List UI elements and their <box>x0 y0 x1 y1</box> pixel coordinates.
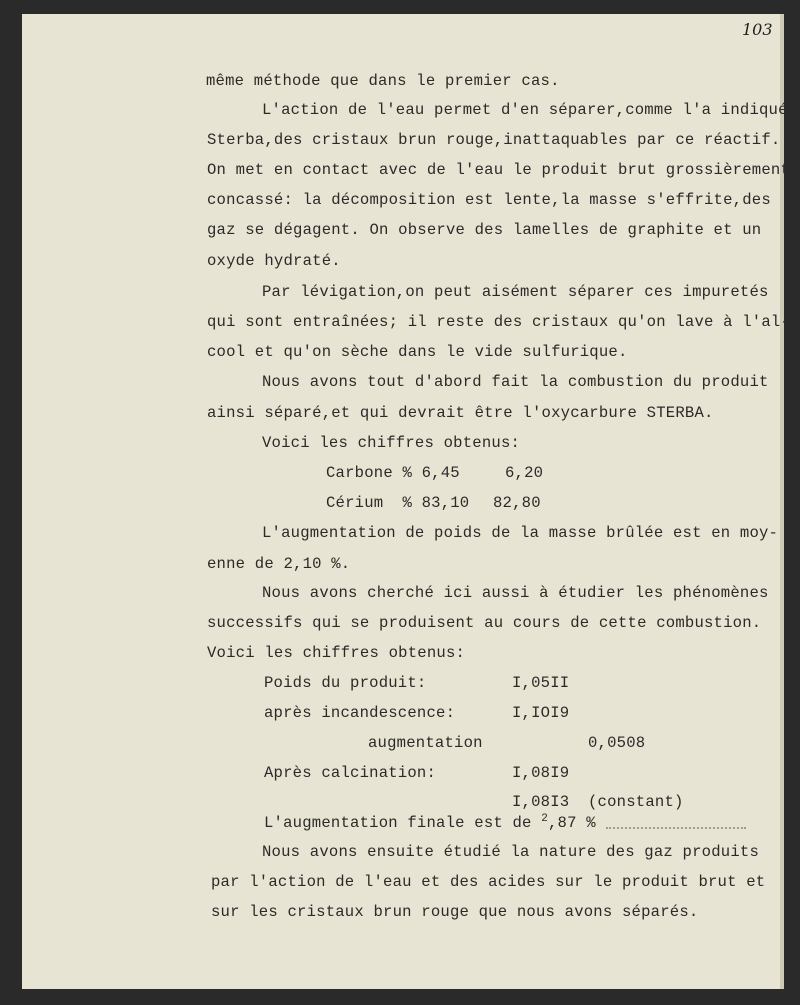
superscript: 2 <box>541 813 548 825</box>
text-line: enne de 2,10 %. <box>207 555 351 573</box>
text-line: concassé: la décomposition est lente,la masse s'effrite,des <box>207 191 771 209</box>
table-cell: I,05II <box>512 674 570 692</box>
text-segment: L'augmentation finale est de <box>264 814 532 832</box>
page-number: 103 <box>742 20 773 39</box>
text-line: qui sont entraînées; il reste des cristaux qu'on lave à l'al- <box>207 313 791 331</box>
table-cell: 0,0508 <box>588 734 646 752</box>
text-line: L'augmentation de poids de la masse brûlée est en moy- <box>262 524 779 542</box>
table-cell: I,08I3 <box>512 793 570 811</box>
table-cell: Poids du produit: <box>264 674 427 692</box>
text-line: successifs qui se produisent au cours de cette combustion. <box>207 614 762 632</box>
text-line: cool et qu'on sèche dans le vide sulfurique. <box>207 343 628 361</box>
table-cell: 6,20 <box>505 464 544 482</box>
table-cell: I,IOI9 <box>512 704 570 722</box>
text-line: On met en contact avec de l'eau le produit brut grossièrement <box>207 161 791 179</box>
table-cell: Après calcination: <box>264 764 437 782</box>
text-line: sur les cristaux brun rouge que nous avons séparés. <box>211 903 699 921</box>
table-cell: 82,80 <box>493 494 541 512</box>
table-cell: I,08I9 <box>512 764 570 782</box>
table-cell: Carbone % 6,45 <box>326 464 460 482</box>
text-line: Sterba,des cristaux brun rouge,inattaquables par ce réactif. <box>207 131 781 149</box>
text-line <box>264 814 596 832</box>
text-line: Voici les chiffres obtenus: <box>262 434 521 452</box>
table-cell: (constant) <box>588 793 684 811</box>
text-line: ainsi séparé,et qui devrait être l'oxycarbure STERBA. <box>207 404 714 422</box>
text-line: par l'action de l'eau et des acides sur le produit brut et <box>211 873 766 891</box>
text-line: oxyde hydraté. <box>207 252 341 270</box>
text-line: même méthode que dans le premier cas. <box>206 72 560 90</box>
text-segment: ,87 % <box>548 814 596 832</box>
text-line: Nous avons ensuite étudié la nature des gaz produits <box>262 843 760 861</box>
table-cell: Cérium % 83,10 <box>326 494 470 512</box>
text-line: Voici les chiffres obtenus: <box>207 644 466 662</box>
dotted-line <box>606 827 746 829</box>
text-line: Par lévigation,on peut aisément séparer ces impuretés <box>262 283 769 301</box>
text-line: L'action de l'eau permet d'en séparer,comme l'a indiqué <box>262 101 788 119</box>
table-cell: après incandescence: <box>264 704 456 722</box>
text-line: Nous avons tout d'abord fait la combustion du produit <box>262 373 769 391</box>
text-line: gaz se dégagent. On observe des lamelles de graphite et un <box>207 221 762 239</box>
text-line: Nous avons cherché ici aussi à étudier les phénomènes <box>262 584 769 602</box>
table-cell: augmentation <box>368 734 483 752</box>
